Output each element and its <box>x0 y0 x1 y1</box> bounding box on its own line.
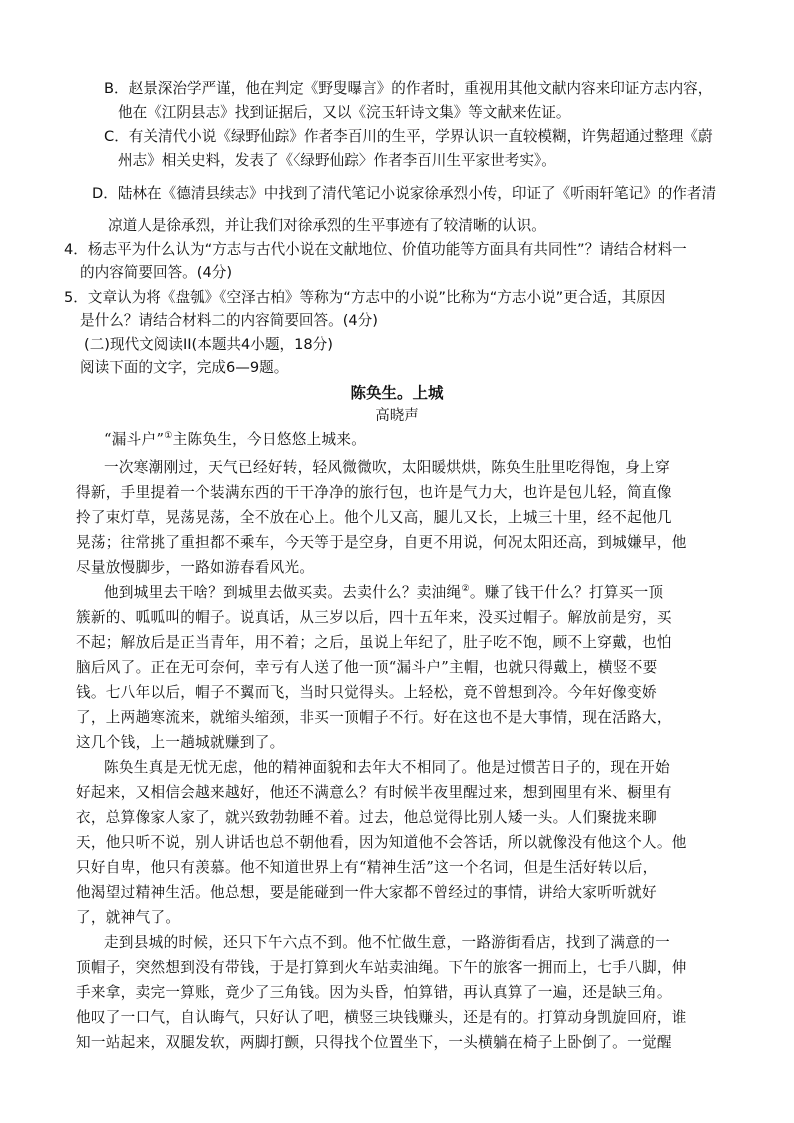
story-p3-line6: 了，上两趟寒流来，就缩头缩颈，非买一顶帽子不行。好在这也不是大事情，现在活路大， <box>76 709 672 726</box>
story-p4-line7: 了，就神气了。 <box>76 909 181 926</box>
question-5-line2: 是什么？请结合材料二的内容简要回答。(4分) <box>80 312 378 329</box>
section-instruction: 阅读下面的文字，完成6—9题。 <box>80 359 289 376</box>
option-c-line1: C．有关清代小说《绿野仙踪》作者李百川的生平，学界认识一直较模糊，许隽超通过整理《蔚 <box>104 128 713 145</box>
story-p1-term: “漏斗户” <box>104 431 165 448</box>
story-p3-line5: 钱。七八年以后，帽子不翼而飞，当时只觉得头。上轻松，竟不曾想到冷。今年好像变娇 <box>76 684 657 701</box>
footnote-marker-1: ① <box>164 431 173 442</box>
story-paragraph-1 <box>104 430 366 450</box>
story-p4-line5: 只好自卑，他只有羡慕。他不知道世界上有“精神生活”这一个名词，但是生活好转以后， <box>76 859 658 876</box>
story-p4-line3: 衣，总算像家人家了，就兴致勃勃睡不着。过去，他总觉得比别人矮一头。人们聚拢来聊 <box>76 809 657 826</box>
story-p3-line2: 簇新的、呱呱叫的帽子。说真话，从三岁以后，四十五年来，没买过帽子。解放前是穷，买 <box>76 609 672 626</box>
option-b-line2: 他在《江阴县志》找到证据后，又以《浣玉轩诗文集》等文献来佐证。 <box>118 104 571 121</box>
story-p4-line1: 陈奂生真是无忧无虑，他的精神面貌和去年大不相同了。他是过惯苦日子的，现在开始 <box>104 759 670 776</box>
question-4-line2: 的内容简要回答。(4分) <box>80 264 233 281</box>
story-p4-line2: 好起来，又相信会越来越好，他还不满意么？有时候半夜里醒过来，想到囤里有米、橱里有 <box>76 784 672 801</box>
story-p5-line1: 走到县城的时候，还只下午六点不到。他不忙做生意，一路游街看店，找到了满意的一 <box>104 934 670 951</box>
question-5-line1: 5．文章认为将《盘瓠》《空泽古柏》等称为“方志中的小说”比称为“方志小说”更合适，其原因 <box>64 289 666 306</box>
story-p4-line4: 天，他只听不说，别人讲话也总不朝他看，因为知道他不会答话，所以就像没有他这个人。他 <box>76 834 687 851</box>
story-p1-rest: 主陈奂生，今日悠悠上城来。 <box>172 431 367 448</box>
story-p5-line2: 顶帽子，突然想到没有带钱，于是打算到火车站卖油绳。下午的旅客一拥而上，七手八脚，伸 <box>76 959 687 976</box>
story-p3-line1 <box>104 583 663 603</box>
story-p2-line3: 拎了束灯草，晃荡晃荡，全不放在心上。他个儿又高，腿儿又长，上城三十里，经不起他几 <box>76 509 672 526</box>
story-p4-line6: 他渴望过精神生活。他总想，要是能碰到一件大家都不曾经过的事情，讲给大家听听就好 <box>76 884 657 901</box>
story-p5-line5: 知一站起来，双腿发软，两脚打颤，只得找个位置坐下，一头横躺在椅子上卧倒了。一觉醒 <box>76 1034 672 1051</box>
story-p3-first-rest: 。赚了钱干什么？打算买一顶 <box>469 584 664 601</box>
option-c-line2: 州志》相关史料，发表了《〈绿野仙踪〉作者李百川生平家世考实》。 <box>118 152 556 169</box>
story-p5-line3: 手来拿，卖完一算账，竟少了三角钱。因为头昏，怕算错，再认真算了一遍，还是缺三角。 <box>76 984 672 1001</box>
story-p2-line4: 晃荡；往常挑了重担都不乘车，今天等于是空身，自更不用说，何况太阳还高，到城嫌早，他 <box>76 534 687 551</box>
option-d-line2: 凉道人是徐承烈，并让我们对徐承烈的生平事迹有了较清晰的认识。 <box>108 217 546 234</box>
story-author: 高晓声 <box>375 408 419 424</box>
story-p2-line2: 得新，手里提着一个装满东西的干干净净的旅行包，也许是气力大，也许是包儿轻，简直像 <box>76 484 672 501</box>
story-p2-line1: 一次寒潮刚过，天气已经好转，轻风微微吹，太阳暖烘烘，陈奂生肚里吃得饱，身上穿 <box>104 459 670 476</box>
story-title: 陈奂生。上城 <box>350 384 444 402</box>
story-p3-line3: 不起；解放后是正当青年，用不着；之后，虽说上年纪了，肚子吃不饱，顾不上穿戴，也怕 <box>76 634 672 651</box>
story-p3-first: 他到城里去干啥？到城里去做买卖。去卖什么？卖油绳 <box>104 584 462 601</box>
story-p2-line5: 尽量放慢脚步，一路如游春看风光。 <box>76 559 315 576</box>
story-p3-line7: 这几个钱，上一趟城就赚到了。 <box>76 734 285 751</box>
story-p3-line4: 脑后风了。正在无可奈何，幸亏有人送了他一顶“漏斗户”主帽，也就只得戴上，横竖不要 <box>76 659 658 676</box>
story-p5-line4: 他叹了一口气，自认晦气，只好认了吧，横竖三块钱赚头，还是有的。打算动身凯旋回府，谁 <box>76 1009 687 1026</box>
question-4-line1: 4．杨志平为什么认为“方志与古代小说在文献地位、价值功能等方面具有共同性”？请结合材料一 <box>64 241 687 258</box>
option-d-line1: D．陆林在《德清县续志》中找到了清代笔记小说家徐承烈小传，印证了《听雨轩笔记》的作者清 <box>92 185 717 202</box>
option-b-line1: B．赵景深治学严谨，他在判定《野叟曝言》的作者时，重视用其他文献内容来印证方志内容， <box>104 80 713 97</box>
footnote-marker-2: ② <box>461 584 470 595</box>
section-heading: (二)现代文阅读II(本题共4小题，18分) <box>84 336 333 353</box>
